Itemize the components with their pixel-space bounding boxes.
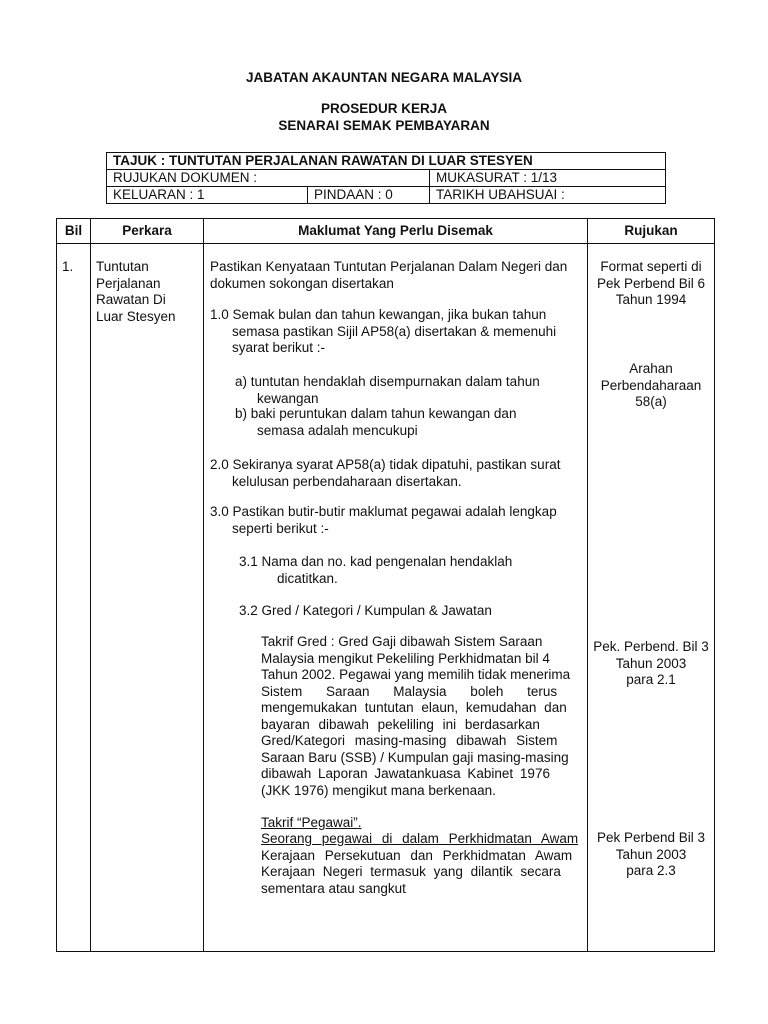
tarikh-ubahsuai-cell: TARIKH UBAHSUAI :: [429, 187, 665, 203]
rujukan-dokumen-cell: RUJUKAN DOKUMEN :: [113, 170, 258, 185]
perkara-text: Tuntutan Perjalanan Rawatan Di Luar Stesyen: [96, 259, 176, 324]
pindaan-cell: PINDAAN : 0: [307, 187, 429, 203]
info-row-keluaran: [107, 186, 665, 203]
info-row-tajuk: [107, 153, 665, 169]
info-table: [106, 152, 666, 204]
item-2-0: 2.0 Sekiranya syarat AP58(a) tidak dipatuhi, pastikan surat kelulusan perbendaharaan disertakan.: [210, 457, 561, 489]
item-3-1: 3.1 Nama dan no. kad pengenalan hendaklah dicatitkan.: [239, 554, 513, 586]
column-divider: [203, 219, 204, 951]
mukasurat-cell: MUKASURAT : 1/13: [429, 170, 665, 186]
rujukan-1: Format seperti di Pek Perbend Bil 6 Tahun 1994: [596, 259, 706, 307]
header-perkara: Perkara: [122, 223, 172, 238]
tajuk-cell: TAJUK : TUNTUTAN PERJALANAN RAWATAN DI LUAR STESYEN: [113, 153, 533, 168]
info-row-rujukan: [107, 169, 665, 186]
org-title: JABATAN AKAUNTAN NEGARA MALAYSIA: [246, 70, 522, 85]
item-1-0-a: a) tuntutan hendaklah disempurnakan dalam tahun kewangan: [235, 374, 540, 406]
takrif-gred-text: Takrif Gred : Gred Gaji dibawah Sistem Saraan Malaysia mengikut Pekeliling Perkhidmatan bil 4 Tahun 2002. Pegawai yang memilih tidak menerima Sistem Saraan Malaysia boleh terus mengemukakan tuntutan elaun, kemudahan dan bayaran dibawah pekeliling ini berdasarkan Gred/Kategori masing-masing dibawah Sistem Saraan Baru (SSB) / Kumpulan gaji masing-masing dibawah Laporan Jawatankuasa Kabinet 1976 (JKK 1976) mengikut mana berkenaan.: [261, 634, 571, 798]
header-maklumat: Maklumat Yang Perlu Disemak: [298, 223, 493, 238]
item-1-0-b: b) baki peruntukan dalam tahun kewangan dan semasa adalah mencukupi: [235, 406, 517, 438]
column-divider: [90, 219, 91, 951]
keluaran-cell: KELUARAN : 1: [113, 187, 205, 202]
rujukan-2: Arahan Perbendaharaan 58(a): [600, 361, 702, 409]
header-bil: Bil: [64, 223, 83, 238]
header-rujukan: Rujukan: [624, 223, 678, 238]
item-3-2: 3.2 Gred / Kategori / Kumpulan & Jawatan: [239, 603, 492, 618]
header-divider: [57, 243, 714, 244]
item-3-0: 3.0 Pastikan butir-butir maklumat pegawai adalah lengkap seperti berikut :-: [210, 504, 557, 536]
row-number: 1.: [62, 259, 74, 274]
doc-type-title: PROSEDUR KERJA: [320, 101, 448, 116]
item-1-0: 1.0 Semak bulan dan tahun kewangan, jika bukan tahun semasa pastikan Sijil AP58(a) disertakan & memenuhi syarat berikut :-: [210, 307, 557, 355]
rujukan-3: Pek. Perbend. Bil 3 Tahun 2003 para 2.1: [593, 639, 709, 687]
takrif-pegawai-title: Takrif “Pegawai”.: [261, 815, 362, 830]
rujukan-4: Pek Perbend Bil 3 Tahun 2003 para 2.3: [596, 830, 706, 878]
checklist-table: [56, 218, 715, 952]
doc-subtitle: SENARAI SEMAK PEMBAYARAN: [278, 118, 490, 133]
intro-text: Pastikan Kenyataan Tuntutan Perjalanan Dalam Negeri dan dokumen sokongan disertakan: [210, 259, 568, 291]
takrif-pegawai-text: Seorang pegawai di dalam Perkhidmatan Awam Kerajaan Persekutuan dan Perkhidmatan Awam Kerajaan Negeri termasuk yang dilantik secara sementara atau sangkut: [261, 831, 579, 896]
